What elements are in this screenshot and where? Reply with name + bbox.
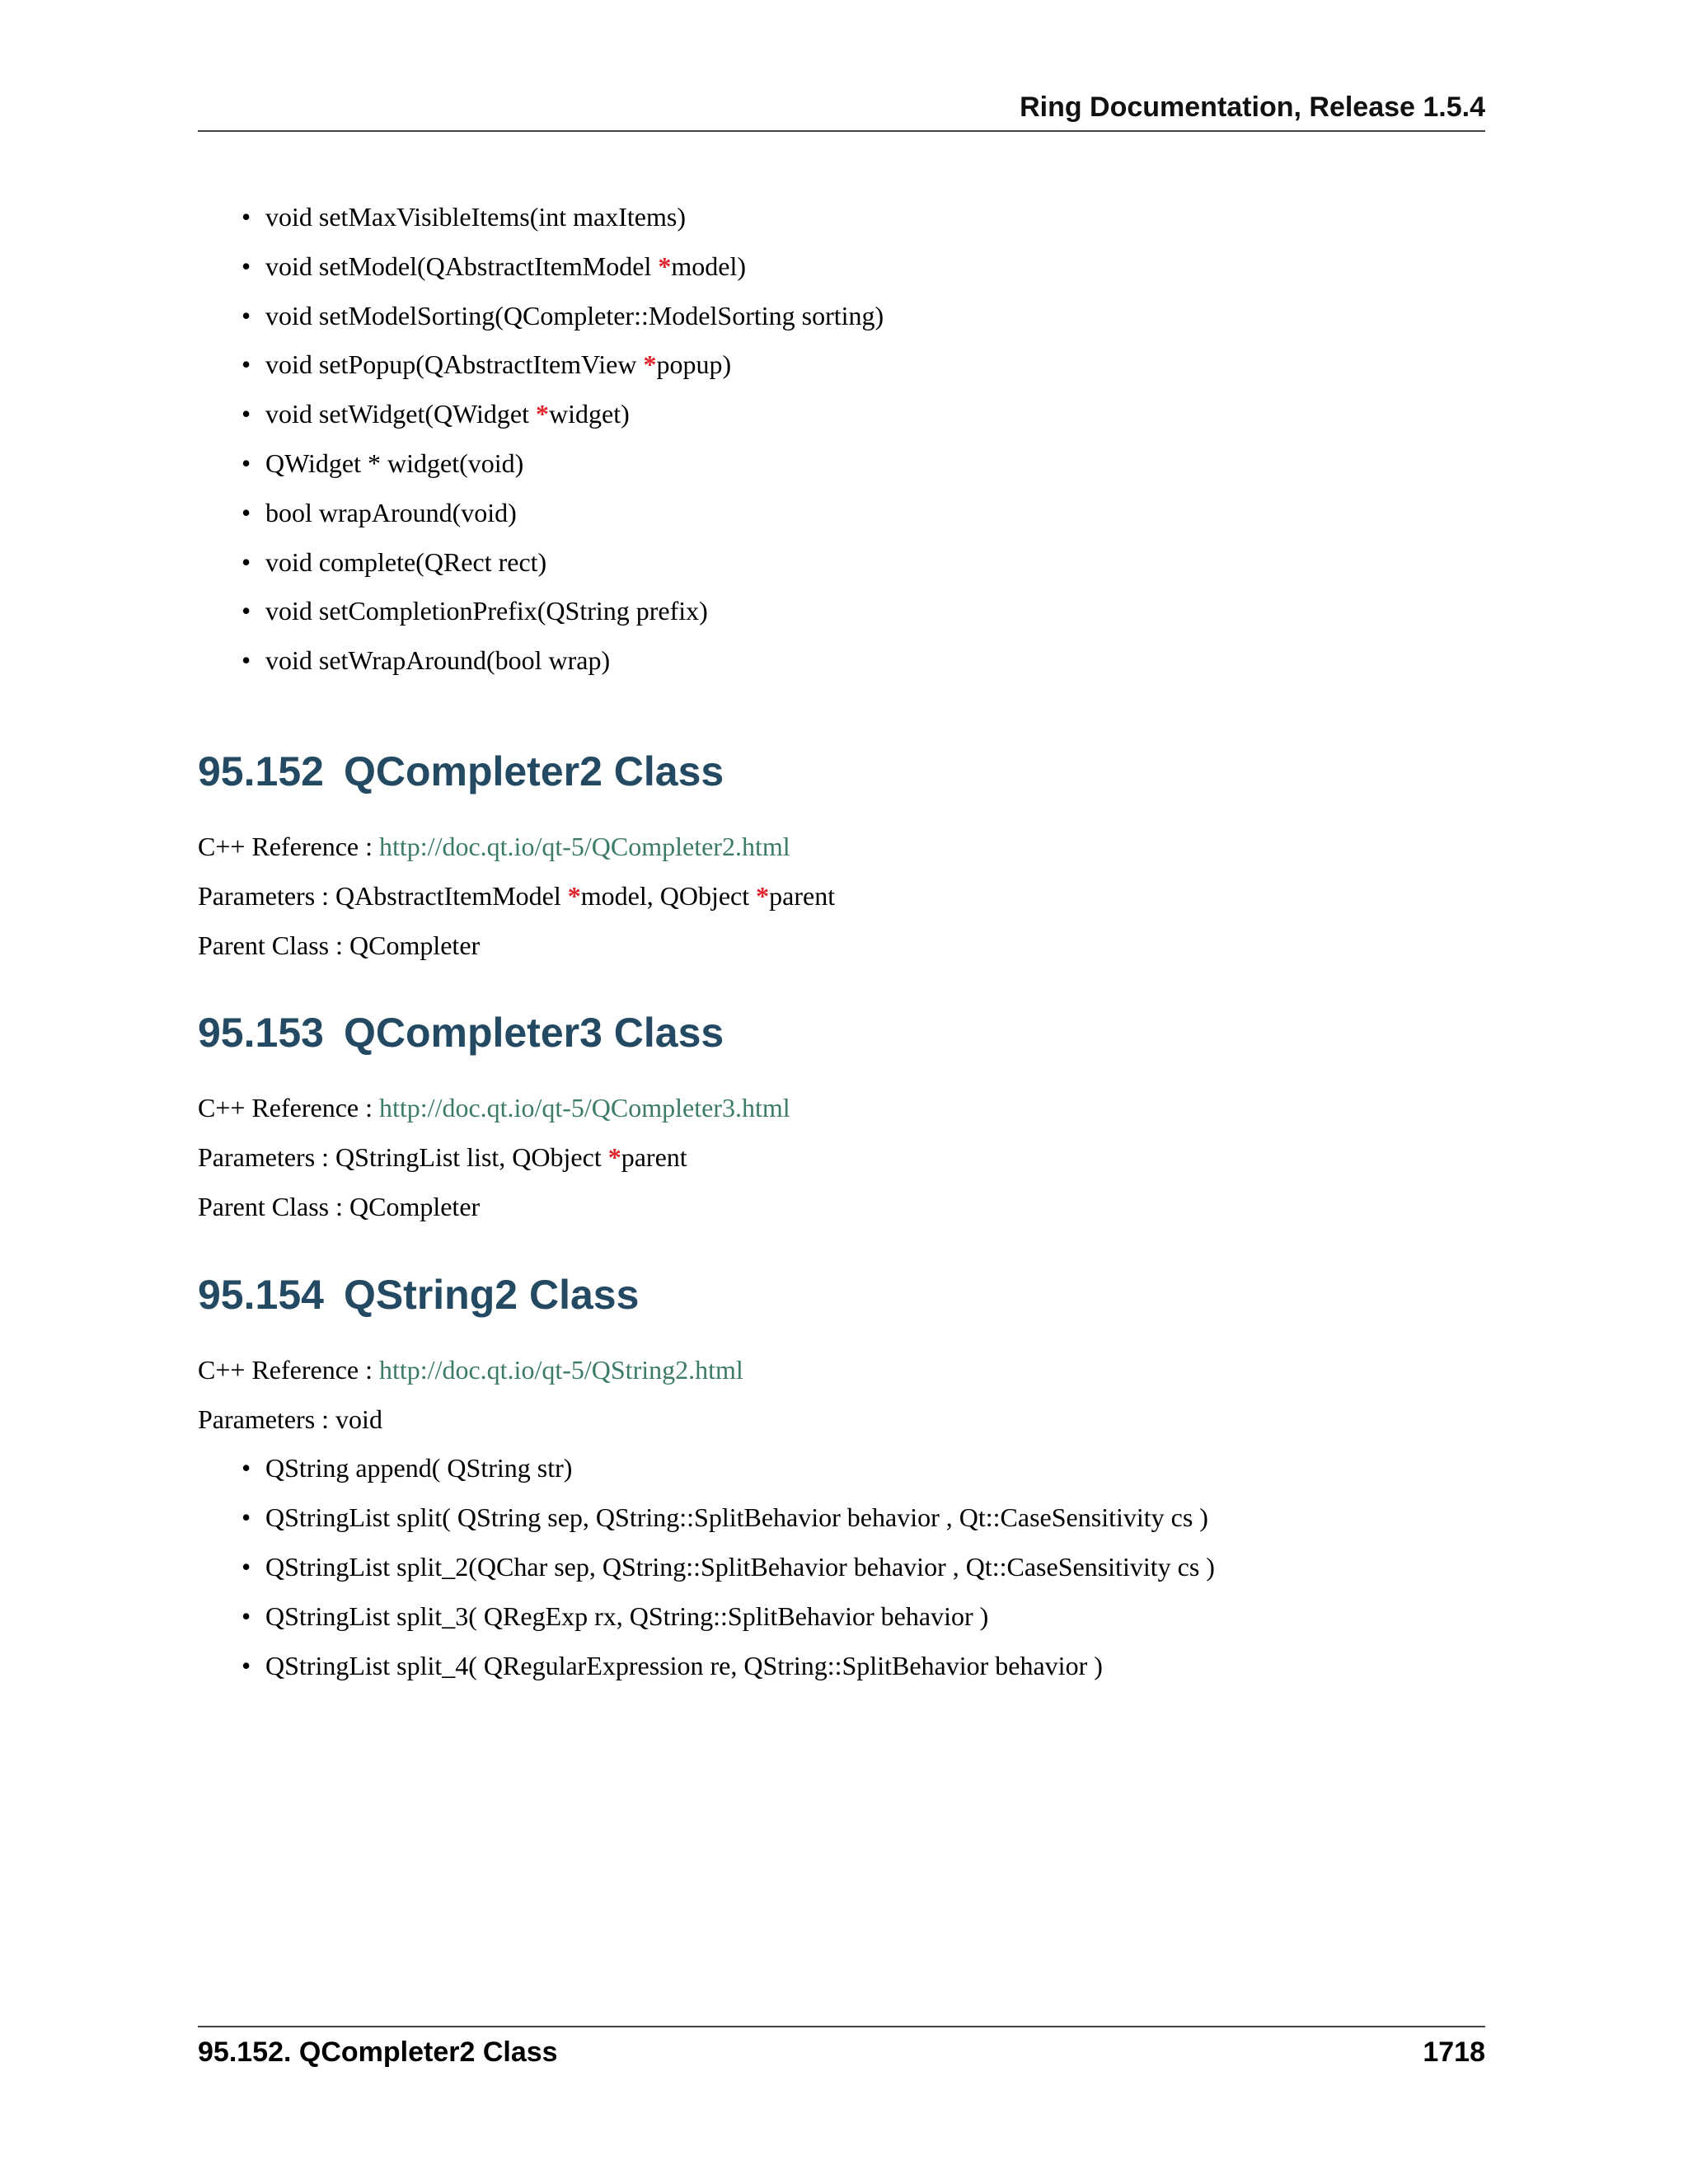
bullet-icon: • bbox=[241, 349, 251, 380]
section-number: 95.154 bbox=[198, 1271, 324, 1318]
footer-section-title: 95.152. QCompleter2 Class bbox=[198, 2036, 558, 2068]
pointer-star: * bbox=[643, 349, 657, 380]
section-title: QCompleter3 Class bbox=[343, 1010, 724, 1057]
section-number: 95.152 bbox=[198, 748, 324, 794]
bullet-icon: • bbox=[241, 448, 251, 478]
section-heading-qcompleter3 bbox=[198, 1008, 1485, 1057]
bullet-icon: • bbox=[241, 1650, 251, 1680]
parent-class: Parent Class : QCompleter bbox=[198, 930, 481, 960]
bullet-icon: • bbox=[241, 546, 251, 577]
bullet-icon: • bbox=[241, 1551, 251, 1582]
cpp-reference: C++ Reference : http://doc.qt.io/qt-5/QCompleter3.html bbox=[198, 1093, 790, 1123]
bullet-icon: • bbox=[241, 645, 251, 676]
list-item: • void complete(QRect rect) bbox=[198, 538, 1485, 588]
list-item: • QStringList split_3( QRegExp rx, QString::SplitBehavior behavior ) bbox=[198, 1592, 1485, 1642]
list-item: • void setCompletionPrefix(QString prefix) bbox=[198, 587, 1485, 636]
cpp-reference-link[interactable]: http://doc.qt.io/qt-5/QString2.html bbox=[379, 1354, 743, 1385]
cpp-reference-link[interactable]: http://doc.qt.io/qt-5/QCompleter2.html bbox=[379, 831, 790, 861]
section-title: QString2 Class bbox=[343, 1271, 640, 1318]
page-header bbox=[198, 91, 1485, 132]
bullet-icon: • bbox=[241, 497, 251, 527]
pointer-star: * bbox=[536, 399, 550, 429]
bullet-icon: • bbox=[241, 1601, 251, 1631]
bullet-icon: • bbox=[241, 300, 251, 330]
list-item: • void setWidget(QWidget *widget) bbox=[198, 390, 1485, 439]
bullet-icon: • bbox=[241, 251, 251, 281]
pointer-star: * bbox=[658, 251, 672, 281]
list-item: • QString append( QString str) bbox=[198, 1444, 1485, 1493]
section-heading-qstring2 bbox=[198, 1270, 1485, 1319]
bullet-icon: • bbox=[241, 399, 251, 429]
cpp-reference: C++ Reference : http://doc.qt.io/qt-5/QCompleter2.html bbox=[198, 831, 790, 861]
method-list-qcompleter bbox=[198, 193, 1485, 686]
bullet-icon: • bbox=[241, 202, 251, 232]
page-footer bbox=[198, 2026, 1485, 2077]
bullet-icon: • bbox=[241, 1502, 251, 1533]
bullet-icon: • bbox=[241, 1453, 251, 1483]
list-item: • QStringList split_4( QRegularExpression re, QString::SplitBehavior behavior ) bbox=[198, 1642, 1485, 1691]
page-content bbox=[198, 193, 1485, 1690]
section-number: 95.153 bbox=[198, 1010, 324, 1057]
parent-class: Parent Class : QCompleter bbox=[198, 1191, 481, 1221]
list-item: • void setModelSorting(QCompleter::ModelSorting sorting) bbox=[198, 292, 1485, 341]
list-item: • void setMaxVisibleItems(int maxItems) bbox=[198, 193, 1485, 242]
parameters: Parameters : QStringList list, QObject *parent bbox=[198, 1142, 687, 1173]
list-item: • QStringList split( QString sep, QString::SplitBehavior behavior , Qt::CaseSensitivity cs ) bbox=[198, 1493, 1485, 1543]
list-item: • void setWrapAround(bool wrap) bbox=[198, 636, 1485, 686]
pointer-star: * bbox=[567, 880, 581, 911]
section-heading-qcompleter2 bbox=[198, 747, 1485, 796]
cpp-reference: C++ Reference : http://doc.qt.io/qt-5/QString2.html bbox=[198, 1354, 743, 1385]
document-title: Ring Documentation, Release 1.5.4 bbox=[1020, 91, 1485, 123]
list-item: • void setPopup(QAbstractItemView *popup) bbox=[198, 340, 1485, 390]
method-list-qstring2 bbox=[198, 1444, 1485, 1690]
cpp-reference-link[interactable]: http://doc.qt.io/qt-5/QCompleter3.html bbox=[379, 1093, 790, 1123]
pointer-star: * bbox=[756, 880, 770, 911]
page-number: 1718 bbox=[1423, 2036, 1485, 2068]
pointer-star: * bbox=[607, 1142, 621, 1173]
parameters: Parameters : QAbstractItemModel *model, QObject *parent bbox=[198, 880, 836, 911]
list-item: • QStringList split_2(QChar sep, QString::SplitBehavior behavior , Qt::CaseSensitivity cs ) bbox=[198, 1543, 1485, 1592]
section-title: QCompleter2 Class bbox=[343, 748, 724, 794]
list-item: • bool wrapAround(void) bbox=[198, 489, 1485, 538]
parameters: Parameters : void bbox=[198, 1404, 382, 1434]
list-item: • void setModel(QAbstractItemModel *model) bbox=[198, 242, 1485, 292]
list-item: • QWidget * widget(void) bbox=[198, 439, 1485, 489]
bullet-icon: • bbox=[241, 596, 251, 626]
